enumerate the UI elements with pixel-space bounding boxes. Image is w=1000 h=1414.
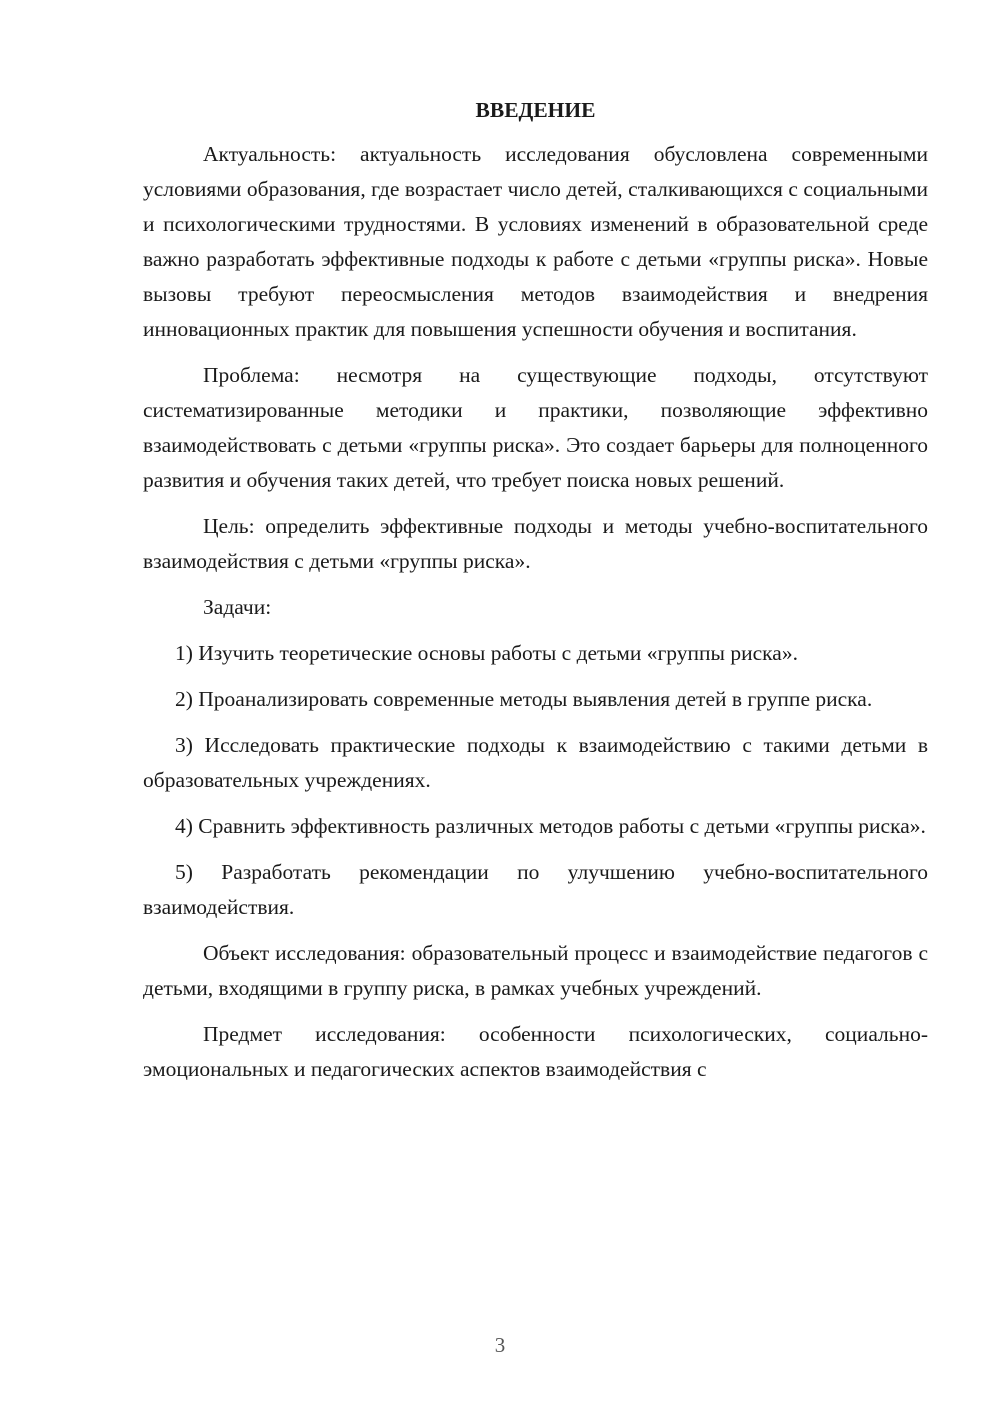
task-item-2: 2) Проанализировать современные методы выявления детей в группе риска. [175, 687, 873, 711]
document-page [143, 95, 928, 1098]
paragraph-tasks-label: Задачи: [203, 595, 272, 619]
task-item-1: 1) Изучить теоретические основы работы с детьми «группы риска». [175, 641, 798, 665]
paragraph-goal: Цель: определить эффективные подходы и методы учебно-воспитательного взаимодействия с детьми «группы риска». [143, 514, 928, 573]
paragraph-subject: Предмет исследования: особенности психологических, социально-эмоциональных и педагогических аспектов взаимодействия с [143, 1022, 928, 1081]
section-heading: ВВЕДЕНИЕ [475, 98, 596, 122]
task-item-5: 5) Разработать рекомендации по улучшению учебно-воспитательного взаимодействия. [143, 860, 928, 919]
task-item-3: 3) Исследовать практические подходы к взаимодействию с такими детьми в образовательных учреждениях. [143, 733, 928, 792]
paragraph-problem: Проблема: несмотря на существующие подходы, отсутствуют систематизированные методики и практики, позволяющие эффективно взаимодействовать с детьми «группы риска». Это создает барьеры для полноценного развития и обучения таких детей, что требует поиска новых решений. [143, 363, 928, 492]
page-number: 3 [494, 1333, 506, 1357]
task-item-4: 4) Сравнить эффективность различных методов работы с детьми «группы риска». [175, 814, 926, 838]
paragraph-object: Объект исследования: образовательный процесс и взаимодействие педагогов с детьми, входящими в группу риска, в рамках учебных учреждений. [143, 941, 928, 1000]
paragraph-relevance: Актуальность: актуальность исследования обусловлена современными условиями образования, где возрастает число детей, сталкивающихся с социальными и психологическими трудностями. В условиях изменений в образовательной среде важно разработать эффективные подходы к работе с детьми «группы риска». Новые вызовы требуют переосмысления методов взаимодействия и внедрения инновационных практик для повышения успешности обучения и воспитания. [143, 142, 928, 341]
